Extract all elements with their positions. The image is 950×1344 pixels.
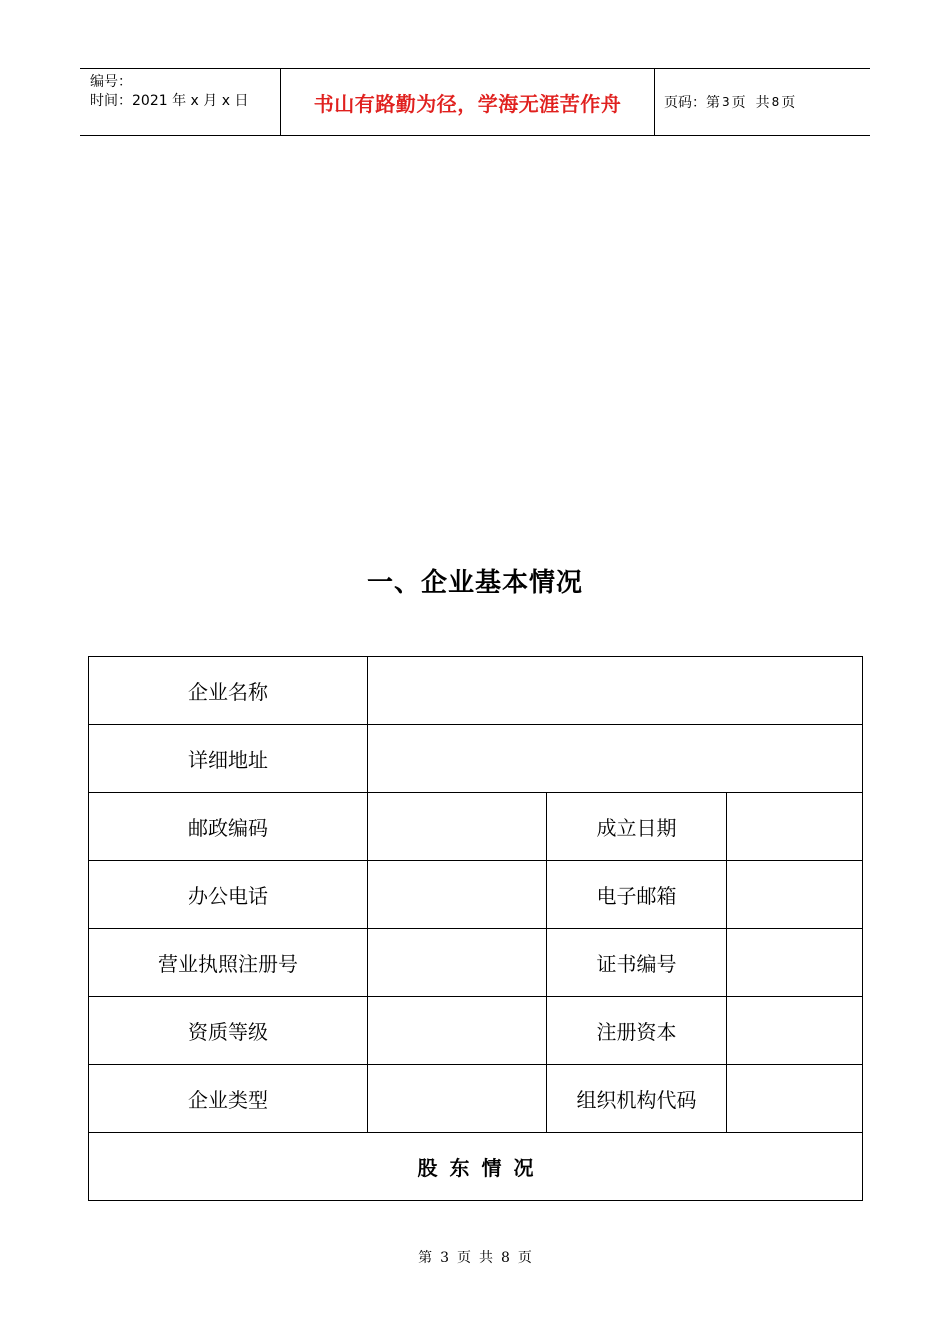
header-page-label: 页码：第 (664, 95, 720, 111)
company-info-table (88, 656, 863, 1201)
value-certificate-no[interactable] (727, 929, 863, 997)
table-row (89, 1133, 863, 1201)
header-time-label: 时间：2021 年 x 月 x 日 (90, 93, 249, 109)
footer-page-unit: 页 (457, 1250, 471, 1266)
header-page-total-unit: 页 (781, 95, 796, 111)
label-office-phone: 办公电话 (89, 861, 368, 929)
table-row (89, 929, 863, 997)
header-motto: 书山有路勤为径，学海无涯苦作舟 (281, 69, 655, 135)
label-company-name: 企业名称 (89, 657, 368, 725)
label-qualification: 资质等级 (89, 997, 368, 1065)
table-row (89, 793, 863, 861)
table-row (89, 861, 863, 929)
header-page-info (655, 69, 870, 135)
page-header (80, 68, 870, 136)
label-company-type: 企业类型 (89, 1065, 368, 1133)
header-page-total-label: 共 (755, 95, 770, 111)
value-license-no[interactable] (368, 929, 547, 997)
table-row (89, 1065, 863, 1133)
shareholders-heading: 股东情况 (89, 1133, 863, 1201)
table-row (89, 997, 863, 1065)
value-address[interactable] (368, 725, 863, 793)
header-number-label: 编号： (90, 74, 132, 90)
value-org-code[interactable] (727, 1065, 863, 1133)
label-established-date: 成立日期 (547, 793, 727, 861)
label-email: 电子邮箱 (547, 861, 727, 929)
label-certificate-no: 证书编号 (547, 929, 727, 997)
footer-total-prefix: 共 (479, 1250, 493, 1266)
section-title: 一、企业基本情况 (366, 568, 583, 598)
header-meta (80, 69, 281, 135)
label-org-code: 组织机构代码 (547, 1065, 727, 1133)
footer-page-total: 8 (501, 1250, 510, 1266)
page-footer (0, 1247, 950, 1267)
value-company-name[interactable] (368, 657, 863, 725)
footer-total-unit: 页 (517, 1250, 532, 1266)
table-row (89, 725, 863, 793)
table-row (89, 657, 863, 725)
value-registered-capital[interactable] (727, 997, 863, 1065)
label-license-no: 营业执照注册号 (89, 929, 368, 997)
header-page-current: 3 (722, 95, 730, 109)
value-office-phone[interactable] (368, 861, 547, 929)
header-page-total: 8 (771, 95, 780, 109)
value-qualification[interactable] (368, 997, 547, 1065)
label-address: 详细地址 (89, 725, 368, 793)
label-registered-capital: 注册资本 (547, 997, 727, 1065)
footer-page-current: 3 (440, 1250, 449, 1266)
header-page-unit: 页 (731, 95, 746, 111)
value-established-date[interactable] (727, 793, 863, 861)
label-postal-code: 邮政编码 (89, 793, 368, 861)
value-email[interactable] (727, 861, 863, 929)
value-company-type[interactable] (368, 1065, 547, 1133)
footer-page-prefix: 第 (418, 1250, 433, 1266)
value-postal-code[interactable] (368, 793, 547, 861)
